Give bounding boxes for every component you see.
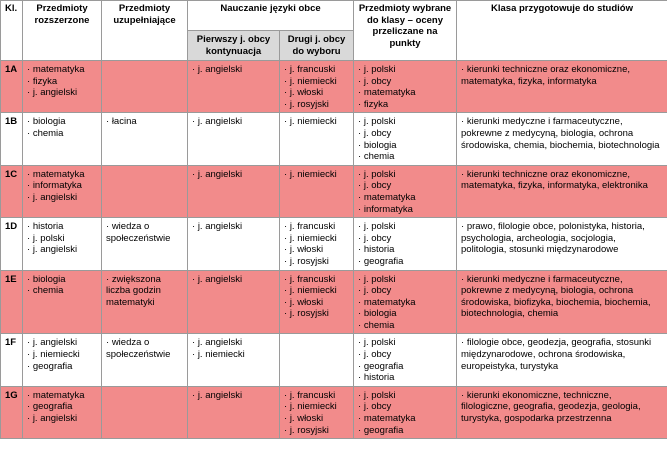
list-item: · j. angielski bbox=[192, 116, 275, 128]
list-item: · matematyka bbox=[358, 297, 452, 309]
list-item: · j. polski bbox=[358, 169, 452, 181]
table-row bbox=[1, 61, 667, 113]
header-uzupelniajace: Przedmioty uzupełniające bbox=[102, 1, 188, 61]
cell-wybrane bbox=[354, 113, 457, 165]
studia-text: · filologie obce, geodezja, geografia, stosunki międzynarodowe, ochrona środowiska, europeistyka, turystyka bbox=[461, 337, 663, 372]
list-item: · j. niemiecki bbox=[192, 349, 275, 361]
list-item: · j. angielski bbox=[27, 87, 97, 99]
list-item: · j. włoski bbox=[284, 297, 349, 309]
list-item: · j. obcy bbox=[358, 401, 452, 413]
cell-uzupelniajace bbox=[102, 334, 188, 386]
cell-wybrane bbox=[354, 334, 457, 386]
list-item: · matematyka bbox=[27, 64, 97, 76]
list-item: · biologia bbox=[27, 274, 97, 286]
header-row bbox=[1, 1, 667, 31]
list-item: · geografia bbox=[27, 361, 97, 373]
list-item: · j. niemiecki bbox=[284, 285, 349, 297]
list-item: · j. niemiecki bbox=[284, 76, 349, 88]
header-wybrane: Przedmioty wybrane do klasy – oceny przeliczane na punkty bbox=[354, 1, 457, 61]
list-item: · chemia bbox=[27, 285, 97, 297]
cell-rozszerzone bbox=[23, 270, 102, 334]
list-item: · j. niemiecki bbox=[284, 169, 349, 181]
list-item: · j. angielski bbox=[192, 274, 275, 286]
list-item: · matematyka bbox=[358, 87, 452, 99]
list-item: · informatyka bbox=[358, 204, 452, 216]
header-rozszerzone: Przedmioty rozszerzone bbox=[23, 1, 102, 61]
cell-drugi bbox=[280, 165, 354, 217]
class-code: 1A bbox=[1, 61, 23, 113]
list-item: · historia bbox=[27, 221, 97, 233]
list-item: · historia bbox=[358, 372, 452, 384]
cell-studia bbox=[457, 61, 667, 113]
cell-studia bbox=[457, 334, 667, 386]
cell-rozszerzone bbox=[23, 218, 102, 270]
cell-wybrane bbox=[354, 270, 457, 334]
header-klasa: Klasa przygotowuje do studiów bbox=[457, 1, 667, 61]
cell-pierwszy bbox=[188, 270, 280, 334]
cell-pierwszy bbox=[188, 386, 280, 438]
list-item: · j. francuski bbox=[284, 64, 349, 76]
list-item: · j. polski bbox=[358, 274, 452, 286]
list-item: · informatyka bbox=[27, 180, 97, 192]
list-item: · j. francuski bbox=[284, 221, 349, 233]
list-item: · j. obcy bbox=[358, 180, 452, 192]
list-item: · fizyka bbox=[358, 99, 452, 111]
list-item: · j. obcy bbox=[358, 128, 452, 140]
studia-text: · kierunki ekonomiczne, techniczne, filologiczne, geografia, geodezja, geologia, turystyka, gospodarka przestrzenna bbox=[461, 390, 663, 425]
cell-studia bbox=[457, 113, 667, 165]
cell-wybrane bbox=[354, 386, 457, 438]
list-item: · j. rosyjski bbox=[284, 99, 349, 111]
cell-pierwszy bbox=[188, 334, 280, 386]
list-item: · j. włoski bbox=[284, 413, 349, 425]
cell-drugi bbox=[280, 334, 354, 386]
list-item: · matematyka bbox=[27, 390, 97, 402]
list-item: · j. angielski bbox=[192, 390, 275, 402]
list-item: · j. polski bbox=[358, 116, 452, 128]
list-item: · chemia bbox=[358, 320, 452, 332]
cell-uzupelniajace bbox=[102, 61, 188, 113]
class-code: 1C bbox=[1, 165, 23, 217]
header-kl: Kl. bbox=[1, 1, 23, 61]
list-item: · j. niemiecki bbox=[27, 349, 97, 361]
cell-uzupelniajace bbox=[102, 218, 188, 270]
list-item: · j. angielski bbox=[27, 244, 97, 256]
list-item: · fizyka bbox=[27, 76, 97, 88]
table-body bbox=[1, 61, 667, 439]
list-item: · j. niemiecki bbox=[284, 233, 349, 245]
list-item: · biologia bbox=[27, 116, 97, 128]
list-item: · j. włoski bbox=[284, 87, 349, 99]
list-item: · matematyka bbox=[358, 413, 452, 425]
list-item: · j. angielski bbox=[27, 413, 97, 425]
cell-drugi bbox=[280, 113, 354, 165]
list-item: · łacina bbox=[106, 116, 183, 128]
cell-drugi bbox=[280, 386, 354, 438]
cell-drugi bbox=[280, 218, 354, 270]
cell-wybrane bbox=[354, 218, 457, 270]
studia-text: · prawo, filologie obce, polonistyka, historia, psychologia, archeologia, socjologia, politologia, stosunki międzynarodowe bbox=[461, 221, 663, 256]
list-item: · chemia bbox=[27, 128, 97, 140]
table-row bbox=[1, 113, 667, 165]
cell-rozszerzone bbox=[23, 165, 102, 217]
list-item: · j. angielski bbox=[192, 221, 275, 233]
table-row bbox=[1, 334, 667, 386]
list-item: · j. polski bbox=[27, 233, 97, 245]
list-item: · matematyka bbox=[27, 169, 97, 181]
cell-drugi bbox=[280, 270, 354, 334]
list-item: · j. rosyjski bbox=[284, 256, 349, 268]
cell-uzupelniajace bbox=[102, 270, 188, 334]
class-code: 1F bbox=[1, 334, 23, 386]
cell-wybrane bbox=[354, 61, 457, 113]
list-item: · biologia bbox=[358, 140, 452, 152]
cell-pierwszy bbox=[188, 165, 280, 217]
list-item: · geografia bbox=[358, 256, 452, 268]
studia-text: · kierunki techniczne oraz ekonomiczne, matematyka, fizyka, informatyka, elektronika bbox=[461, 169, 663, 192]
list-item: · j. polski bbox=[358, 337, 452, 349]
list-item: · j. rosyjski bbox=[284, 308, 349, 320]
cell-rozszerzone bbox=[23, 61, 102, 113]
studia-text: · kierunki medyczne i farmaceutyczne, pokrewne z medycyną, biologia, ochrona środowiska, chemia, biochemia, biotechnologia bbox=[461, 116, 663, 151]
header-pierwszy: Pierwszy j. obcy kontynuacja bbox=[188, 31, 280, 61]
list-item: · wiedza o społeczeństwie bbox=[106, 221, 183, 244]
list-item: · geografia bbox=[358, 361, 452, 373]
list-item: · wiedza o społeczeństwie bbox=[106, 337, 183, 360]
studia-text: · kierunki techniczne oraz ekonomiczne, matematyka, fizyka, informatyka bbox=[461, 64, 663, 87]
cell-pierwszy bbox=[188, 113, 280, 165]
list-item: · j. polski bbox=[358, 64, 452, 76]
list-item: · biologia bbox=[358, 308, 452, 320]
list-item: · chemia bbox=[358, 151, 452, 163]
list-item: · j. angielski bbox=[27, 337, 97, 349]
list-item: · geografia bbox=[27, 401, 97, 413]
studia-text: · kierunki medyczne i farmaceutyczne, pokrewne z medycyną, biologia, ochrona środowiska, biofizyka, biochemia, biochemia, biotechnologia, chemia bbox=[461, 274, 663, 320]
list-item: · j. polski bbox=[358, 221, 452, 233]
cell-studia bbox=[457, 165, 667, 217]
cell-studia bbox=[457, 218, 667, 270]
cell-uzupelniajace bbox=[102, 113, 188, 165]
cell-pierwszy bbox=[188, 218, 280, 270]
list-item: · j. angielski bbox=[27, 192, 97, 204]
cell-studia bbox=[457, 270, 667, 334]
cell-uzupelniajace bbox=[102, 386, 188, 438]
cell-wybrane bbox=[354, 165, 457, 217]
list-item: · j. angielski bbox=[192, 337, 275, 349]
list-item: · j. niemiecki bbox=[284, 116, 349, 128]
cell-studia bbox=[457, 386, 667, 438]
table-row bbox=[1, 218, 667, 270]
list-item: · j. obcy bbox=[358, 233, 452, 245]
cell-pierwszy bbox=[188, 61, 280, 113]
header-jezyki: Nauczanie języki obce bbox=[188, 1, 354, 31]
list-item: · j. obcy bbox=[358, 76, 452, 88]
class-code: 1B bbox=[1, 113, 23, 165]
list-item: · historia bbox=[358, 244, 452, 256]
table-row bbox=[1, 386, 667, 438]
header-drugi: Drugi j. obcy do wyboru bbox=[280, 31, 354, 61]
list-item: · j. obcy bbox=[358, 285, 452, 297]
cell-rozszerzone bbox=[23, 113, 102, 165]
list-item: · j. obcy bbox=[358, 349, 452, 361]
cell-uzupelniajace bbox=[102, 165, 188, 217]
list-item: · j. angielski bbox=[192, 169, 275, 181]
table-row bbox=[1, 270, 667, 334]
list-item: · j. angielski bbox=[192, 64, 275, 76]
cell-rozszerzone bbox=[23, 386, 102, 438]
table-row bbox=[1, 165, 667, 217]
list-item: · j. polski bbox=[358, 390, 452, 402]
list-item: · j. włoski bbox=[284, 244, 349, 256]
cell-rozszerzone bbox=[23, 334, 102, 386]
list-item: · j. niemiecki bbox=[284, 401, 349, 413]
cell-drugi bbox=[280, 61, 354, 113]
list-item: · matematyka bbox=[358, 192, 452, 204]
list-item: · j. francuski bbox=[284, 274, 349, 286]
class-code: 1E bbox=[1, 270, 23, 334]
list-item: · geografia bbox=[358, 425, 452, 437]
list-item: · j. rosyjski bbox=[284, 425, 349, 437]
list-item: · zwiększona liczba godzin matematyki bbox=[106, 274, 183, 309]
class-code: 1G bbox=[1, 386, 23, 438]
class-code: 1D bbox=[1, 218, 23, 270]
list-item: · j. francuski bbox=[284, 390, 349, 402]
